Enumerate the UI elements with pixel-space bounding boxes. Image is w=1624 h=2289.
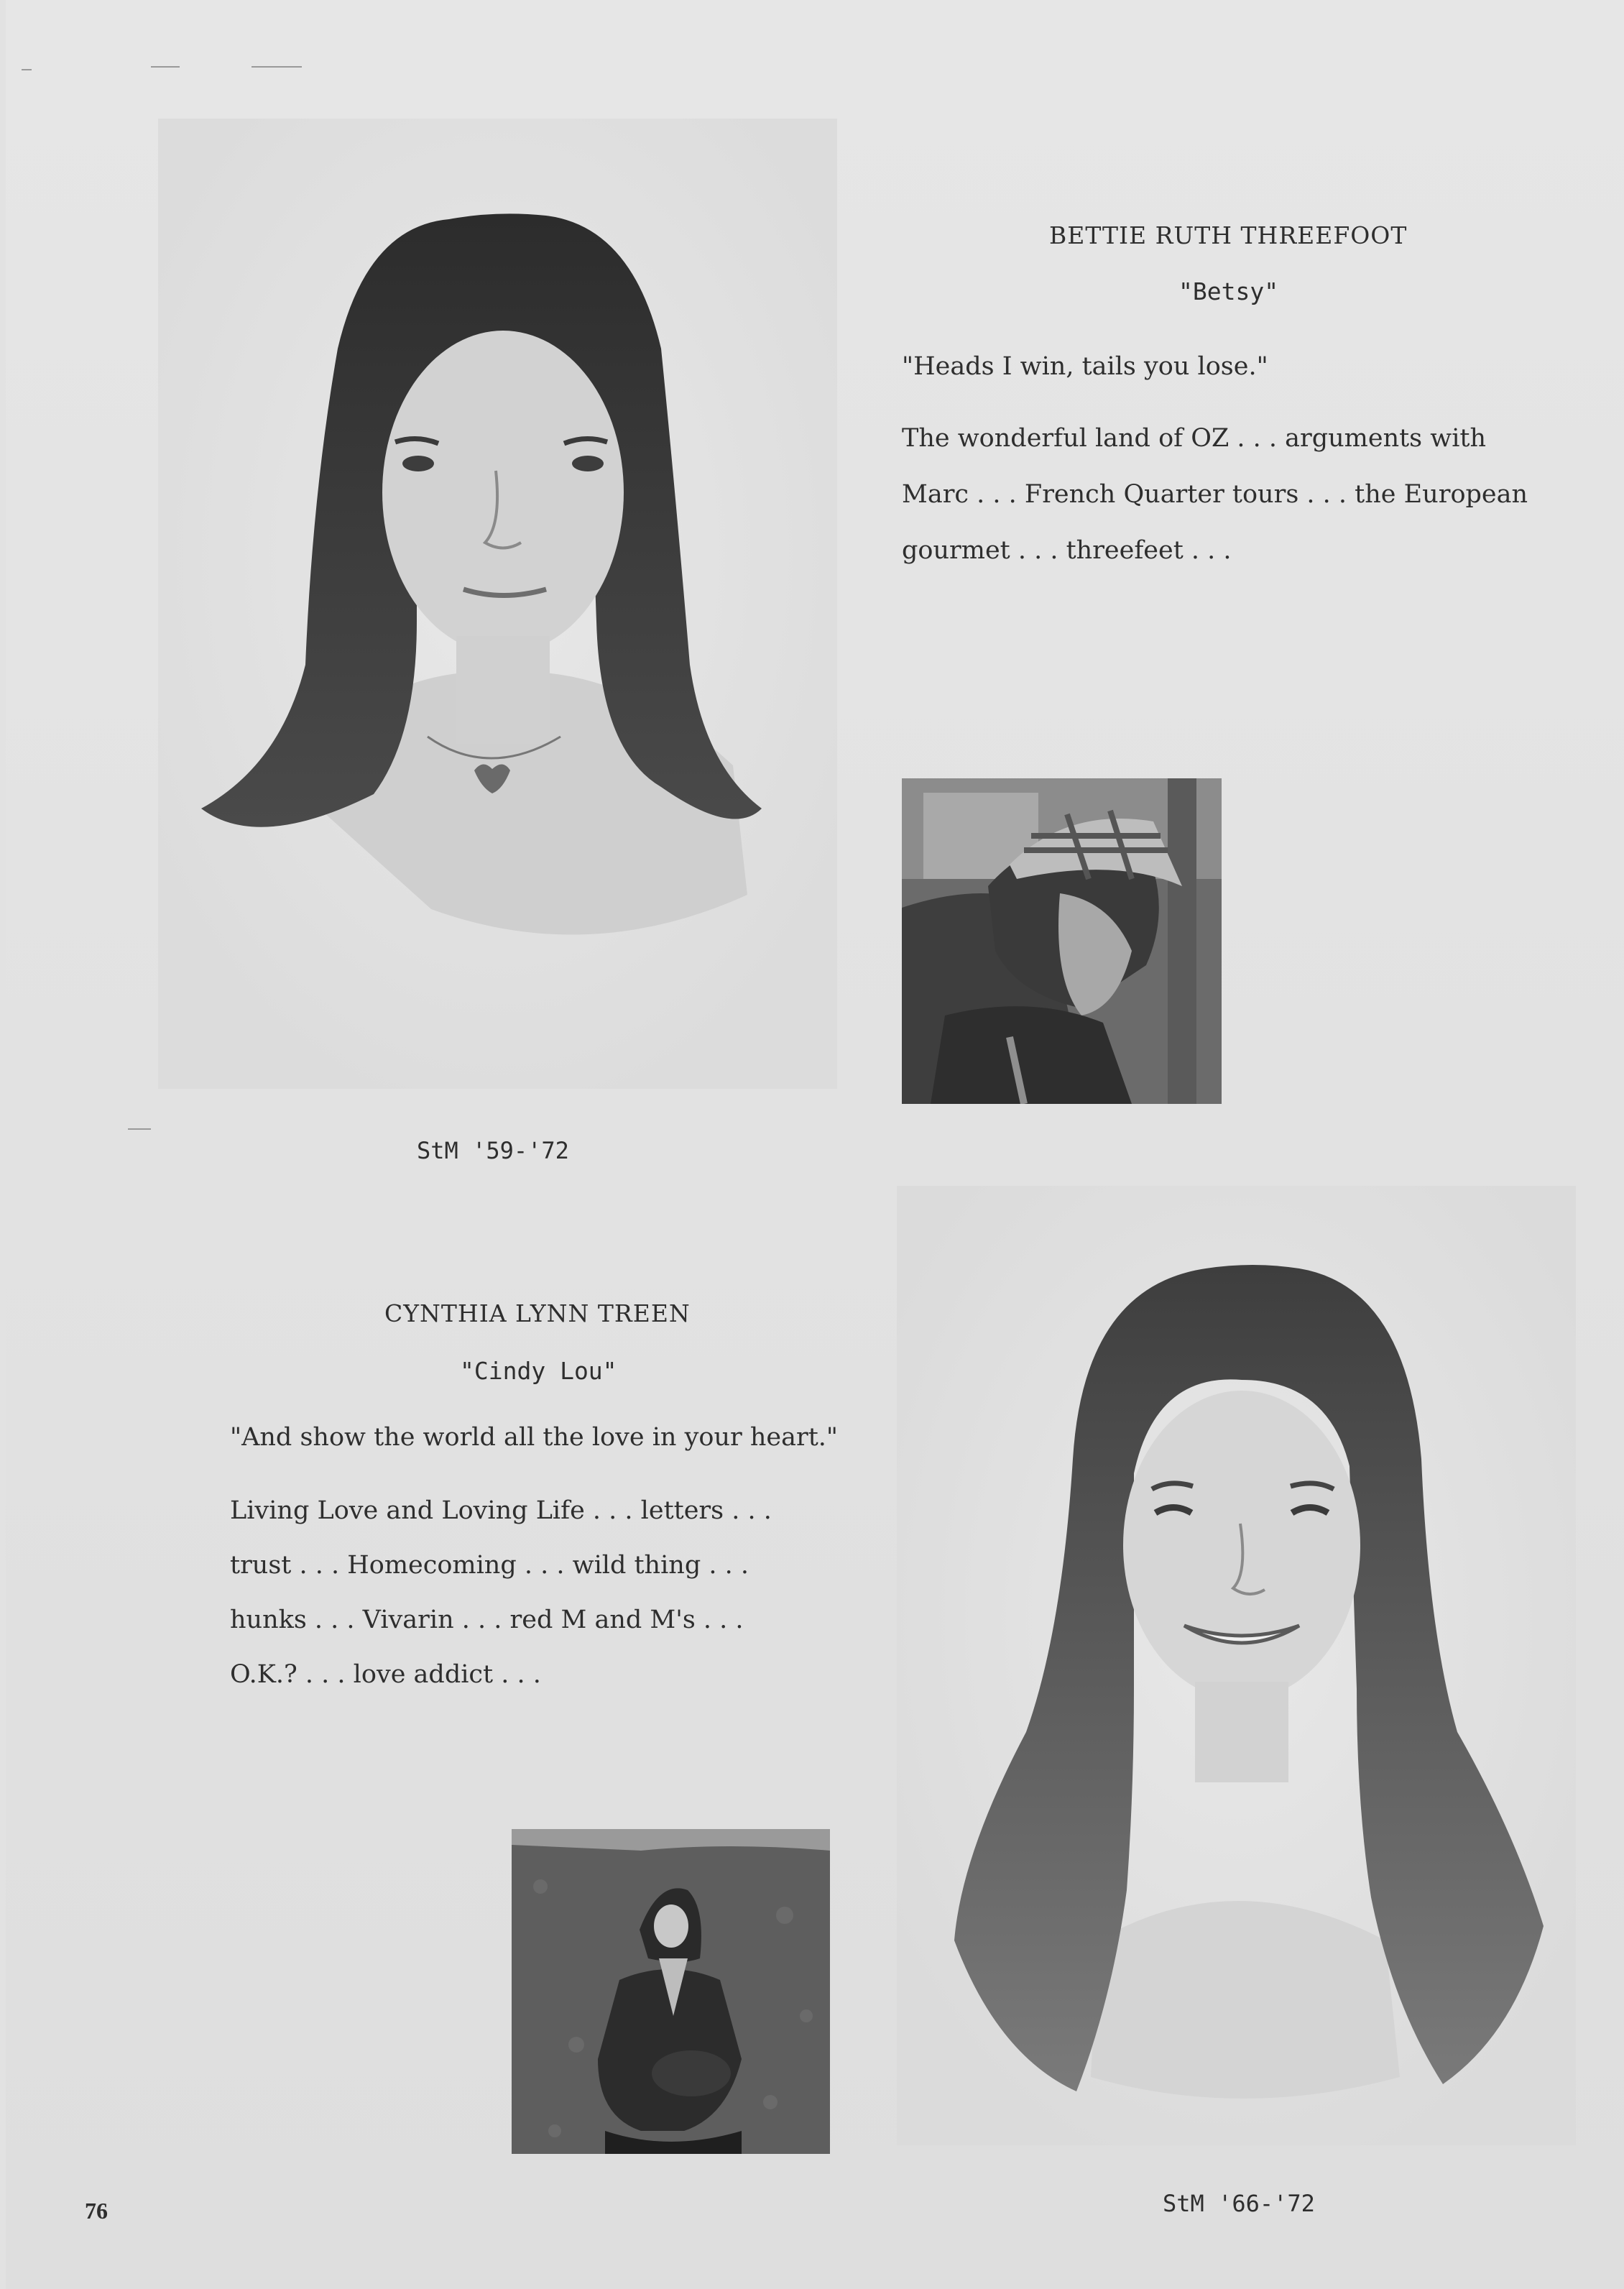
student-portrait-photo	[158, 119, 837, 1089]
page-number: 76	[85, 2198, 108, 2224]
memory-line: O.K.? . . . love addict . . .	[230, 1660, 541, 1689]
years-attended: StM '66-'72	[1163, 2190, 1315, 2217]
candid-photo	[512, 1829, 830, 2154]
scan-mark	[128, 1128, 151, 1130]
years-attended: StM '59-'72	[417, 1137, 569, 1164]
memory-line: The wonderful land of OZ . . . arguments with	[902, 424, 1487, 453]
student-portrait-photo	[897, 1186, 1576, 2145]
scan-mark	[22, 69, 32, 70]
student-name: CYNTHIA LYNN TREEN	[384, 1299, 691, 1327]
student-quote: "And show the world all the love in your heart."	[230, 1423, 838, 1452]
memory-line: hunks . . . Vivarin . . . red M and M's . . .	[230, 1606, 744, 1634]
candid-photo	[902, 778, 1222, 1104]
student-name: BETTIE RUTH THREEFOOT	[1049, 221, 1408, 249]
memory-line: Living Love and Loving Life . . . letters . . .	[230, 1496, 772, 1525]
scan-mark	[151, 66, 180, 68]
memory-line: trust . . . Homecoming . . . wild thing . . .	[230, 1551, 749, 1580]
student-nickname: "Cindy Lou"	[460, 1357, 617, 1385]
memory-line: gourmet . . . threefeet . . .	[902, 536, 1232, 565]
student-nickname: "Betsy"	[1178, 277, 1279, 305]
student-quote: "Heads I win, tails you lose."	[902, 352, 1268, 381]
memory-line: Marc . . . French Quarter tours . . . the European	[902, 480, 1528, 509]
scan-mark	[252, 66, 302, 68]
